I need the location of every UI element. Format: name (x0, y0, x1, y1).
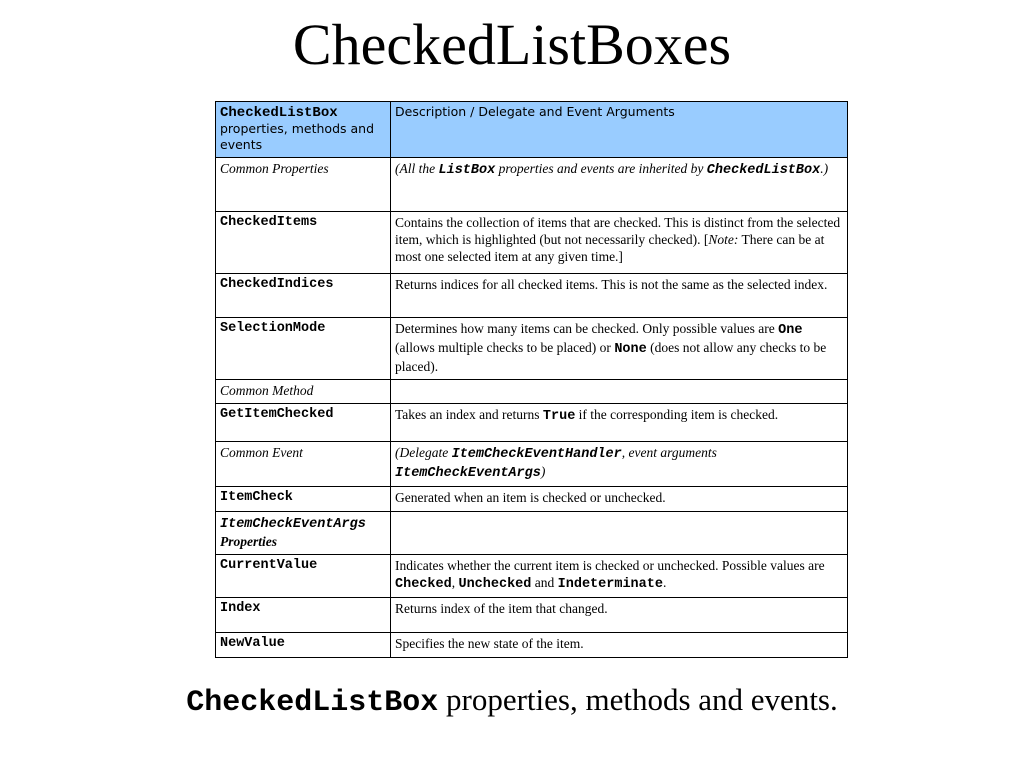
row-description: Returns index of the item that changed. (391, 598, 848, 633)
row-description: Takes an index and returns True if the corresponding item is checked. (391, 404, 848, 442)
row-description: (Delegate ItemCheckEventHandler, event arguments ItemCheckEventArgs) (391, 442, 848, 487)
slide-caption (0, 680, 1024, 723)
header-class-name: CheckedListBox (220, 105, 338, 121)
property-name: SelectionMode (216, 318, 391, 380)
row-description: Generated when an item is checked or unchecked. (391, 487, 848, 512)
row-description: Contains the collection of items that are checked. This is distinct from the selected item, which is highlighted (but not necessarily checked). [Note: There can be at most one selected item at any given time.] (391, 212, 848, 274)
table-row-get-item-checked (216, 404, 848, 442)
method-name: GetItemChecked (216, 404, 391, 442)
section-label: Common Method (216, 380, 391, 404)
row-description: Determines how many items can be checked. Only possible values are One (allows multiple checks to be placed) or None (does not allow any checks to be placed). (391, 318, 848, 380)
caption-text: properties, methods and events. (438, 682, 838, 717)
table-row-common-properties (216, 158, 848, 212)
event-name: ItemCheck (216, 487, 391, 512)
table-row-current-value (216, 555, 848, 598)
table-row-item-check (216, 487, 848, 512)
table-row-new-value (216, 633, 848, 658)
header-cell-name (216, 102, 391, 158)
section-label: ItemCheckEventArgs Properties (216, 512, 391, 555)
table-row-selection-mode (216, 318, 848, 380)
caption-class-name: CheckedListBox (186, 686, 439, 720)
table-row-common-event (216, 442, 848, 487)
table-row-common-method (216, 380, 848, 404)
row-description-empty (391, 380, 848, 404)
table-row-checked-items (216, 212, 848, 274)
table-row-index (216, 598, 848, 633)
header-subtitle: properties, methods and events (220, 121, 375, 152)
section-label: Common Properties (216, 158, 391, 212)
row-description: (All the ListBox properties and events are inherited by CheckedListBox.) (391, 158, 848, 212)
table-row-checked-indices (216, 274, 848, 318)
row-description: Returns indices for all checked items. This is not the same as the selected index. (391, 274, 848, 318)
row-description-empty (391, 512, 848, 555)
table-row-args-properties (216, 512, 848, 555)
properties-table (215, 101, 848, 658)
property-name: NewValue (216, 633, 391, 658)
property-name: CheckedIndices (216, 274, 391, 318)
property-name: Index (216, 598, 391, 633)
row-description: Indicates whether the current item is checked or unchecked. Possible values are Checked, Unchecked and Indeterminate. (391, 555, 848, 598)
header-cell-description: Description / Delegate and Event Arguments (391, 102, 848, 158)
slide-title: CheckedListBoxes (292, 12, 732, 77)
property-name: CheckedItems (216, 212, 391, 274)
section-label: Common Event (216, 442, 391, 487)
property-name: CurrentValue (216, 555, 391, 598)
row-description: Specifies the new state of the item. (391, 633, 848, 658)
table-header-row (216, 102, 848, 158)
